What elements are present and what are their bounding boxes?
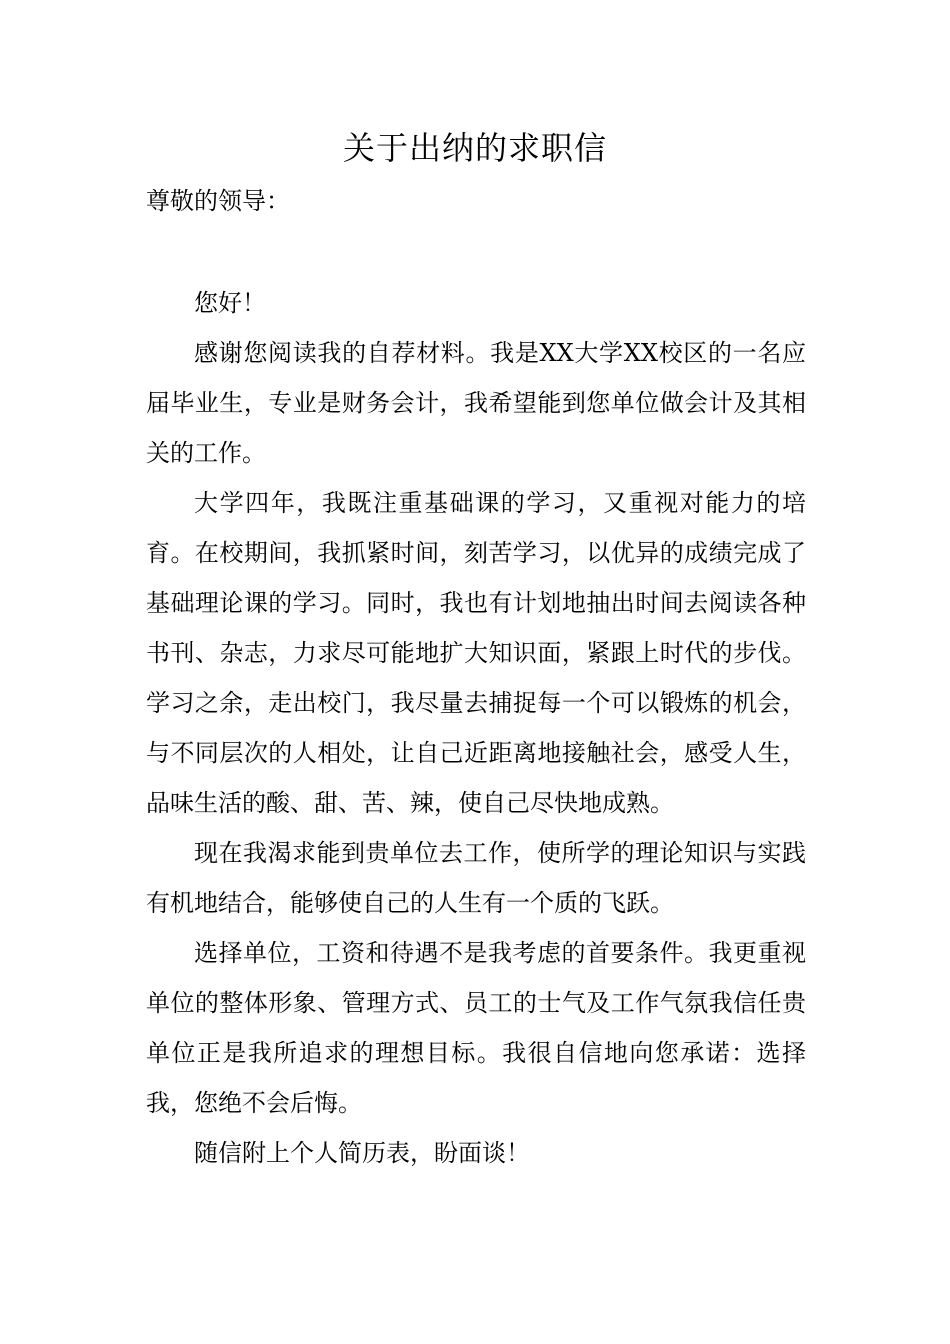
- salutation: 尊敬的领导：: [146, 187, 290, 215]
- paragraph-closing: 随信附上个人简历表，盼面谈！: [194, 1139, 530, 1167]
- paragraph-job-aspiration: 现在我渴求能到贵单位去工作，使所学的理论知识与实践有机地结合，能够使自己的人生有一个质的飞跃。: [146, 839, 806, 917]
- document-title: 关于出纳的求职信: [342, 129, 607, 167]
- paragraph-university-years: 大学四年，我既注重基础课的学习，又重视对能力的培育。在校期间，我抓紧时间，刻苦学习，以优异的成绩完成了基础理论课的学习。同时，我也有计划地抽出时间去阅读各种书刊、杂志，力求尽可能地扩大知识面，紧跟上时代的步伐。学习之余，走出校门，我尽量去捕捉每一个可以锻炼的机会，与不同层次的人相处，让自己近距离地接触社会，感受人生，品味生活的酸、甜、苦、辣，使自己尽快地成熟。: [146, 489, 806, 817]
- paragraph-choosing-employer: 选择单位，工资和待遇不是我考虑的首要条件。我更重视单位的整体形象、管理方式、员工的士气及工作气氛我信任贵单位正是我所追求的理想目标。我很自信地向您承诺：选择我，您绝不会后悔。: [146, 939, 806, 1117]
- paragraph-introduction: 感谢您阅读我的自荐材料。我是XX大学XX校区的一名应届毕业生，专业是财务会计，我希望能到您单位做会计及其相关的工作。: [146, 339, 806, 467]
- letter-body: [146, 278, 806, 1178]
- paragraph-greeting: 您好！: [194, 289, 266, 317]
